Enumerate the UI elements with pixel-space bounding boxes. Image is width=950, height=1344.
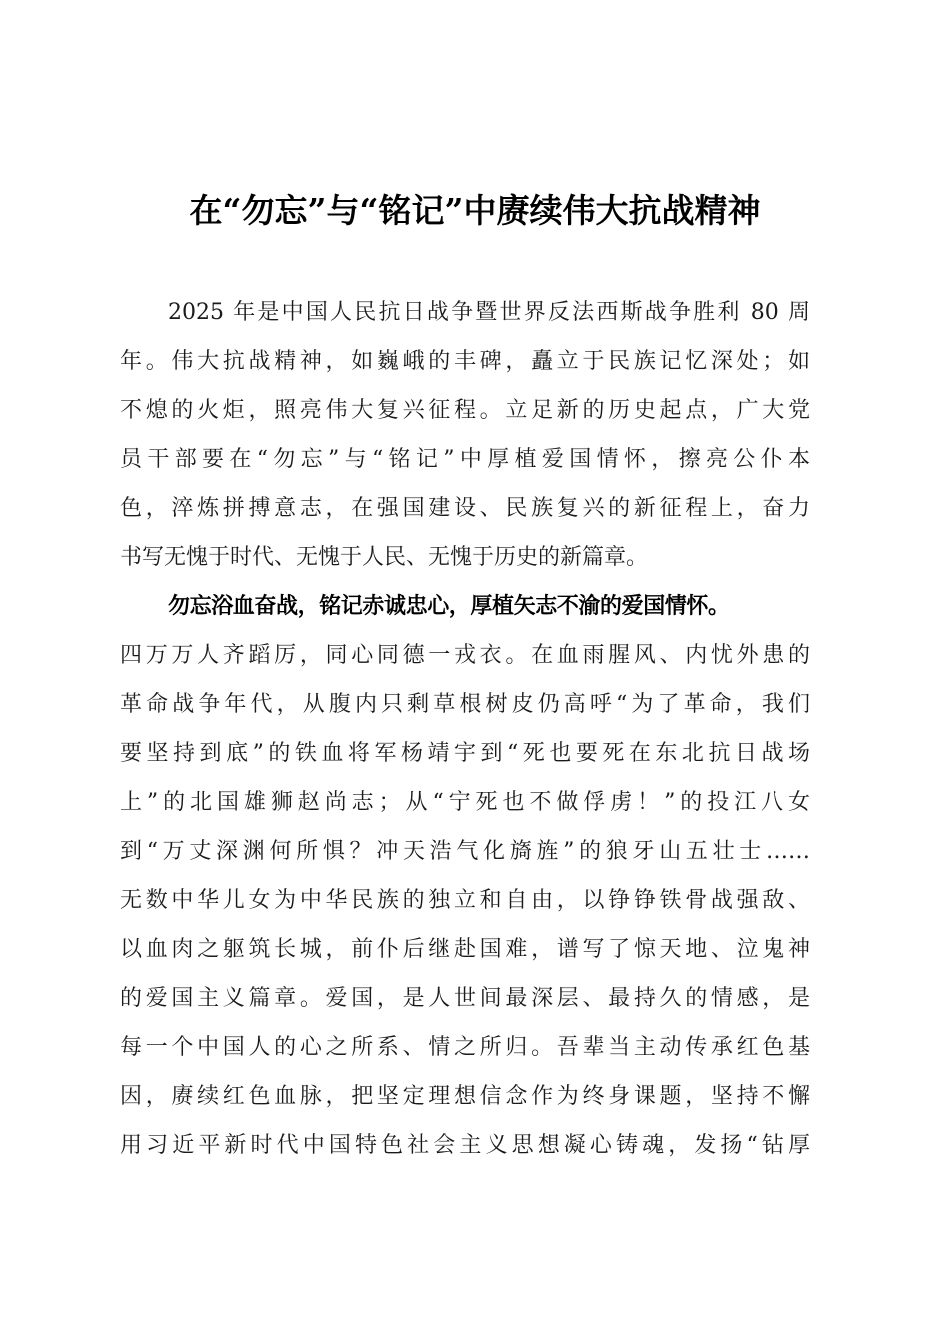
- text-line: 不熄的火炬，照亮伟大复兴征程。立足新的历史起点，广大党: [120, 398, 810, 423]
- text-line: 年。伟大抗战精神，如巍峨的丰碑，矗立于民族记忆深处；如: [120, 349, 810, 374]
- text-line: 色，淬炼拼搏意志，在强国建设、民族复兴的新征程上，奋力: [120, 496, 810, 521]
- text-line: 用习近平新时代中国特色社会主义思想凝心铸魂，发扬“钻厚: [120, 1133, 810, 1158]
- text-line: 到“万丈深渊何所惧？冲天浩气化旖旌”的狼牙山五壮士……: [120, 839, 810, 864]
- text-line: 要坚持到底”的铁血将军杨靖宇到“死也要死在东北抗日战场: [120, 741, 810, 766]
- paragraph-patriotism: [120, 582, 810, 1170]
- text-line: 革命战争年代，从腹内只剩草根树皮仍高呼“为了革命，我们: [120, 692, 810, 717]
- paragraph-lead-heading: 勿忘浴血奋战，铭记赤诚忠心，厚植矢志不渝的爱国情怀。: [168, 594, 730, 619]
- paragraph-intro: [120, 288, 810, 582]
- text-line: 无数中华儿女为中华民族的独立和自由，以铮铮铁骨战强敌、: [120, 888, 810, 913]
- document-title: 在“勿忘”与“铭记”中赓续伟大抗战精神: [189, 191, 761, 230]
- text-line: 四万万人齐蹈厉，同心同德一戎衣。在血雨腥风、内忧外患的: [120, 643, 810, 668]
- text-line: 2025 年是中国人民抗日战争暨世界反法西斯战争胜利 80 周: [168, 300, 810, 325]
- text-line: 书写无愧于时代、无愧于人民、无愧于历史的新篇章。: [120, 545, 649, 570]
- text-line: 的爱国主义篇章。爱国，是人世间最深层、最持久的情感，是: [120, 986, 810, 1011]
- text-line: 上”的北国雄狮赵尚志；从“宁死也不做俘虏！”的投江八女: [120, 790, 810, 815]
- text-line: 员干部要在“勿忘”与“铭记”中厚植爱国情怀，擦亮公仆本: [120, 447, 810, 472]
- text-line: 因，赓续红色血脉，把坚定理想信念作为终身课题，坚持不懈: [120, 1084, 810, 1109]
- text-line: [120, 582, 810, 631]
- text-line: 每一个中国人的心之所系、情之所归。吾辈当主动传承红色基: [120, 1035, 810, 1060]
- text-line: 以血肉之躯筑长城，前仆后继赴国难，谱写了惊天地、泣鬼神: [120, 937, 810, 962]
